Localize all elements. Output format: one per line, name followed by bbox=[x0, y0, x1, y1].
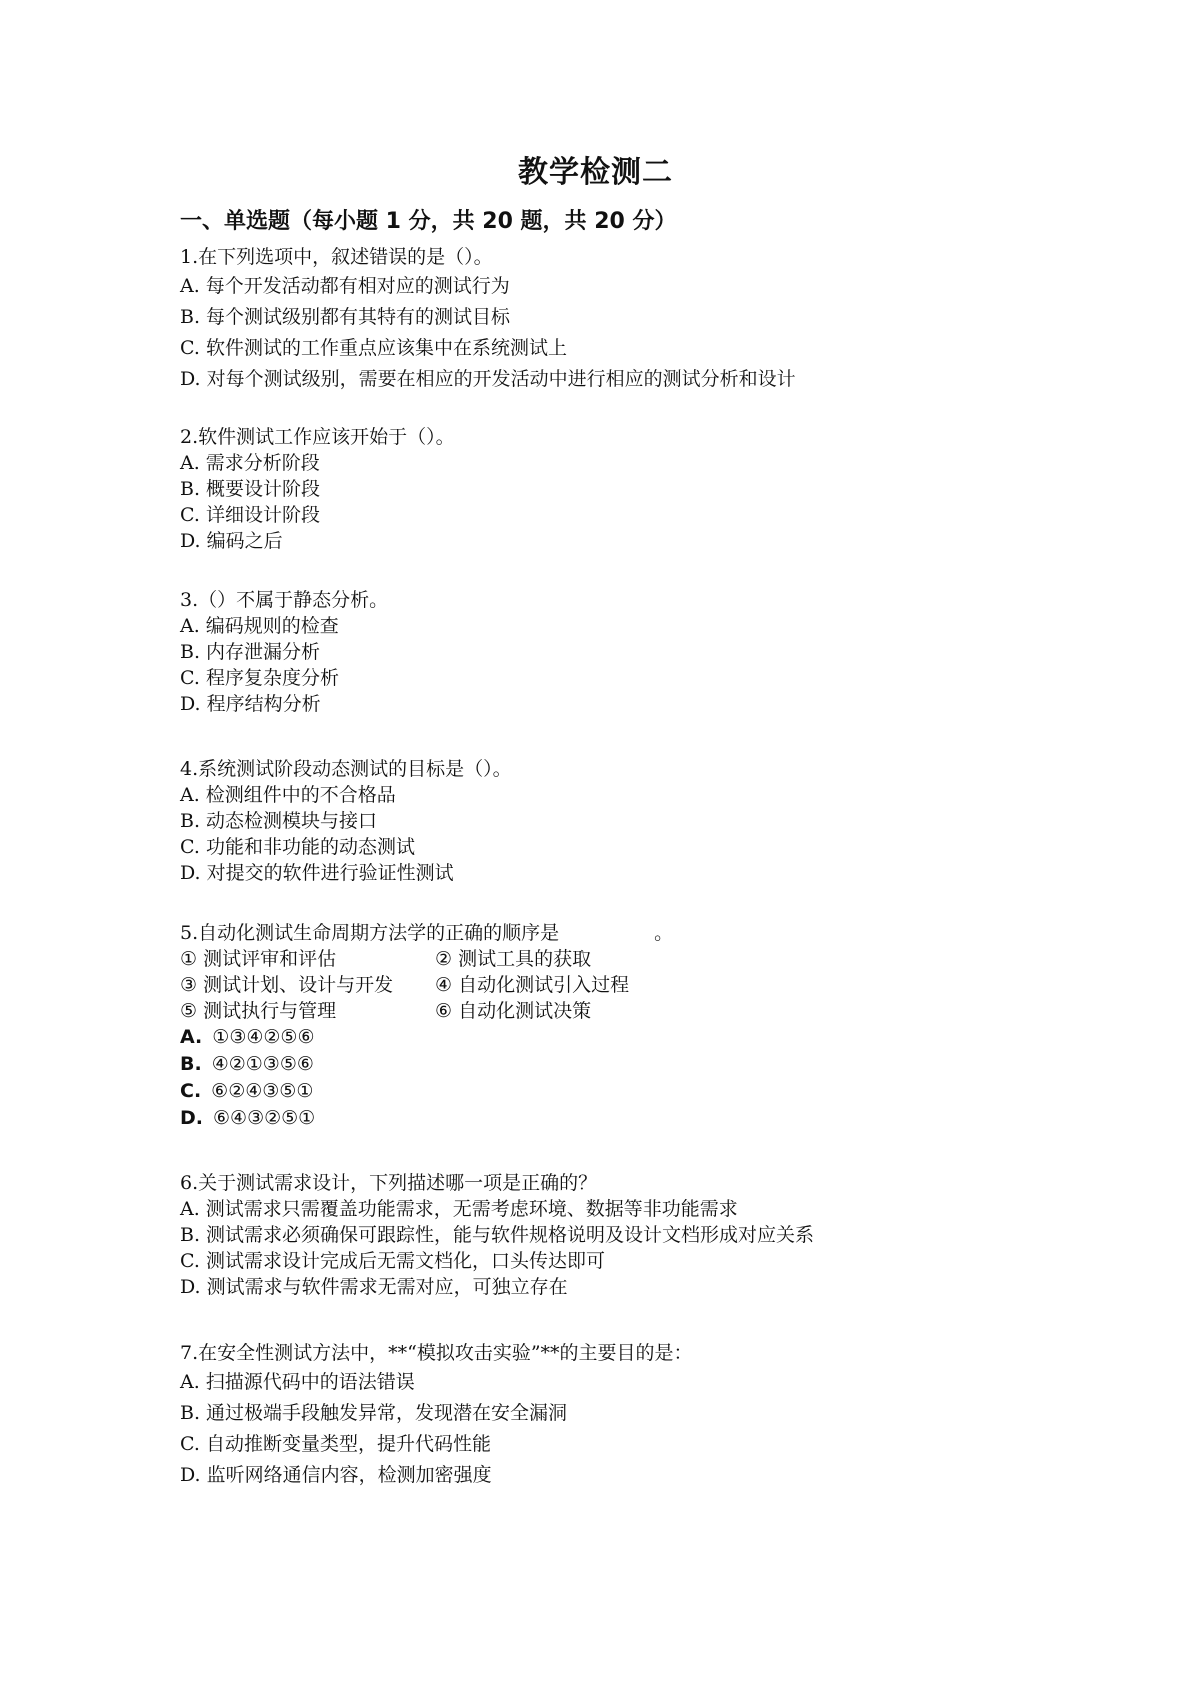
step-item: ④ 自动化测试引入过程 bbox=[435, 974, 630, 996]
option-letter: C. bbox=[180, 1080, 202, 1102]
question-stem: 6.关于测试需求设计，下列描述哪一项是正确的？ bbox=[180, 1172, 598, 1194]
option-b bbox=[180, 1051, 1080, 1078]
answer-options bbox=[180, 1024, 1080, 1132]
option-a: A. 测试需求只需覆盖功能需求，无需考虑环境、数据等非功能需求 bbox=[180, 1198, 738, 1220]
question-2 bbox=[180, 424, 1080, 554]
option-d: D. 监听网络通信内容，检测加密强度 bbox=[180, 1464, 492, 1486]
option-a: A. 需求分析阶段 bbox=[180, 452, 320, 474]
option-d: D. 程序结构分析 bbox=[180, 693, 321, 715]
question-stem: 2.软件测试工作应该开始于（）。 bbox=[180, 426, 455, 448]
step-item: ⑤ 测试执行与管理 bbox=[180, 1000, 337, 1022]
option-c: C. 自动推断变量类型，提升代码性能 bbox=[180, 1433, 491, 1455]
option-letter: B. bbox=[180, 1053, 202, 1075]
question-7 bbox=[180, 1339, 1080, 1491]
step-item: ⑥ 自动化测试决策 bbox=[435, 1000, 592, 1022]
step-item: ① 测试评审和评估 bbox=[180, 948, 337, 970]
document-title: 教学检测二 bbox=[518, 155, 673, 190]
option-d bbox=[180, 1105, 1080, 1132]
option-a: A. 检测组件中的不合格品 bbox=[180, 784, 396, 806]
question-5 bbox=[180, 920, 1080, 1132]
option-b: B. 通过极端手段触发异常，发现潜在安全漏洞 bbox=[180, 1402, 568, 1424]
option-a: A. 每个开发活动都有相对应的测试行为 bbox=[180, 275, 510, 297]
option-b: B. 每个测试级别都有其特有的测试目标 bbox=[180, 306, 511, 328]
question-stem: 7.在安全性测试方法中，**“模拟攻击实验”**的主要目的是： bbox=[180, 1342, 693, 1364]
option-a: A. 编码规则的检查 bbox=[180, 615, 339, 637]
question-stem: 5.自动化测试生命周期方法学的正确的顺序是 。 bbox=[180, 922, 674, 944]
option-c: C. 功能和非功能的动态测试 bbox=[180, 836, 415, 858]
option-d: D. 对提交的软件进行验证性测试 bbox=[180, 862, 454, 884]
question-stem: 4.系统测试阶段动态测试的目标是（）。 bbox=[180, 758, 512, 780]
question-stem: 1.在下列选项中，叙述错误的是（）。 bbox=[180, 246, 493, 268]
step-item: ③ 测试计划、设计与开发 bbox=[180, 974, 394, 996]
option-b: B. 概要设计阶段 bbox=[180, 478, 321, 500]
question-stem: 3.（）不属于静态分析。 bbox=[180, 589, 389, 611]
option-c bbox=[180, 1078, 1080, 1105]
question-1 bbox=[180, 243, 1080, 395]
option-text: ⑥④③②⑤① bbox=[213, 1107, 316, 1129]
step-item: ② 测试工具的获取 bbox=[435, 948, 592, 970]
option-a: A. 扫描源代码中的语法错误 bbox=[180, 1371, 415, 1393]
option-d: D. 测试需求与软件需求无需对应，可独立存在 bbox=[180, 1276, 568, 1298]
option-text: ①③④②⑤⑥ bbox=[212, 1026, 315, 1048]
option-c: C. 详细设计阶段 bbox=[180, 504, 320, 526]
option-a bbox=[180, 1024, 1080, 1051]
question-4 bbox=[180, 756, 1080, 886]
question-6 bbox=[180, 1170, 1080, 1300]
option-c: C. 程序复杂度分析 bbox=[180, 667, 339, 689]
option-text: ④②①③⑤⑥ bbox=[211, 1053, 314, 1075]
option-letter: A. bbox=[180, 1026, 203, 1048]
option-b: B. 测试需求必须确保可跟踪性，能与软件规格说明及设计文档形成对应关系 bbox=[180, 1224, 815, 1246]
option-letter: D. bbox=[180, 1107, 203, 1129]
question-3 bbox=[180, 587, 1080, 717]
option-c: C. 软件测试的工作重点应该集中在系统测试上 bbox=[180, 337, 567, 359]
option-b: B. 内存泄漏分析 bbox=[180, 641, 321, 663]
option-d: D. 对每个测试级别，需要在相应的开发活动中进行相应的测试分析和设计 bbox=[180, 368, 796, 390]
option-d: D. 编码之后 bbox=[180, 530, 283, 552]
step-items bbox=[180, 946, 1080, 1024]
option-c: C. 测试需求设计完成后无需文档化，口头传达即可 bbox=[180, 1250, 605, 1272]
option-b: B. 动态检测模块与接口 bbox=[180, 810, 378, 832]
option-text: ⑥②④③⑤① bbox=[211, 1080, 314, 1102]
section-heading: 一、单选题（每小题 1 分，共 20 题，共 20 分） bbox=[180, 209, 677, 234]
